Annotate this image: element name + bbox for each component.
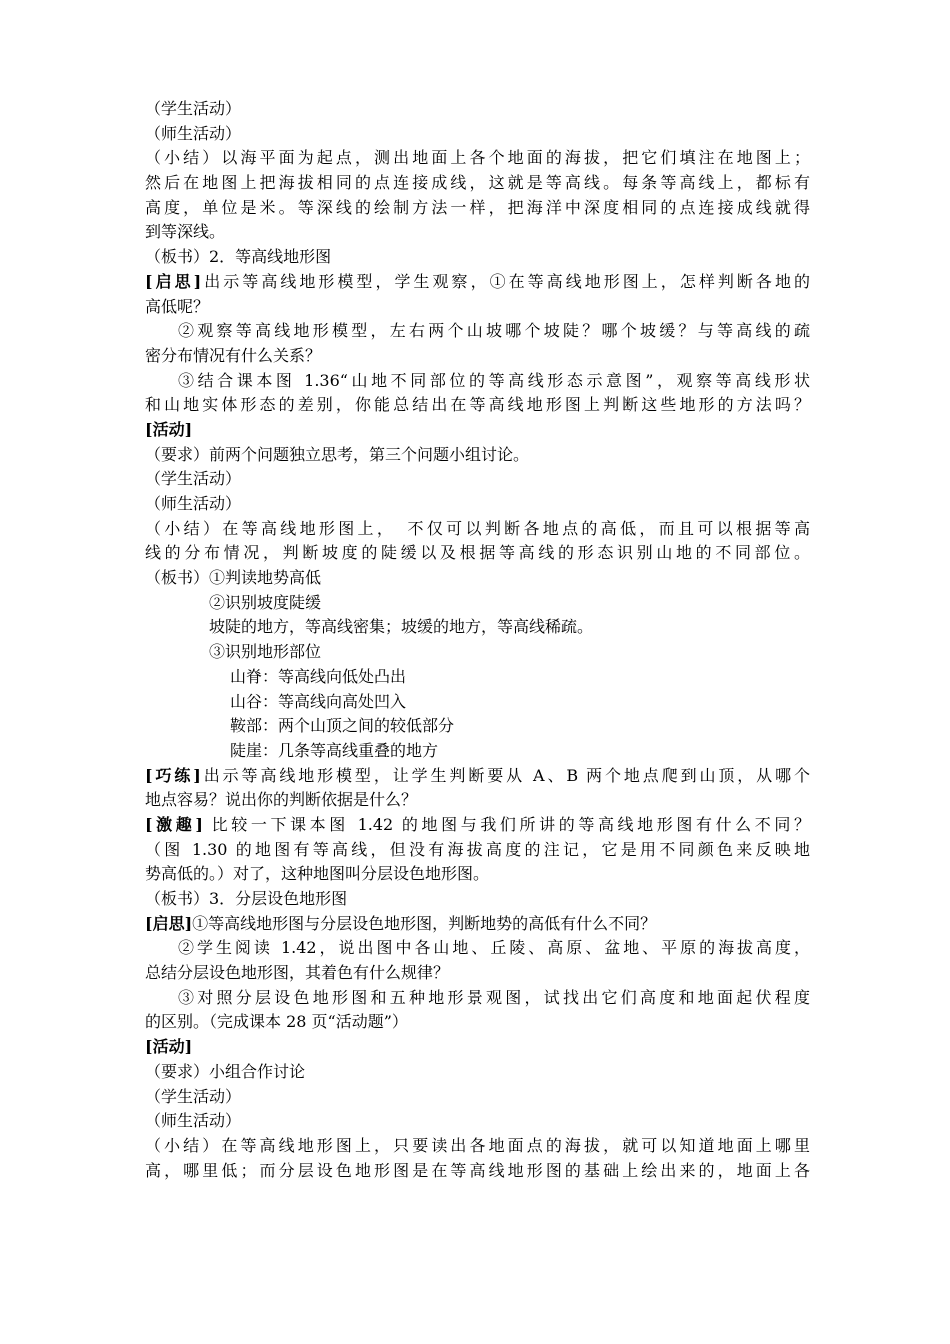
text-line: ②学生阅读 1.42，说出图中各山地、丘陵、高原、盆地、平原的海拔高度， bbox=[178, 938, 810, 958]
text-line: （师生活动） bbox=[145, 123, 242, 143]
text-line: （学生活动） bbox=[145, 99, 242, 118]
text-line: （学生活动） bbox=[145, 1086, 242, 1106]
text-line: 线的分布情况，判断坡度的陡缓以及根据等高线的形态识别山地的不同部位。 bbox=[145, 543, 810, 563]
text-line: 然后在地图上把海拔相同的点连接成线，这就是等高线。每条等高线上，都标有 bbox=[145, 173, 810, 193]
text-line: 地点容易？说出你的判断依据是什么？ bbox=[145, 790, 418, 810]
text-line: 和山地实体形态的差别，你能总结出在等高线地形图上判断这些地形的方法吗？ bbox=[145, 395, 810, 415]
text-line: （师生活动） bbox=[145, 1111, 242, 1131]
text-line: （要求）小组合作讨论 bbox=[145, 1061, 306, 1081]
qiaolian-paragraph bbox=[145, 764, 810, 789]
text-line: 高度，单位是米。等深线的绘制方法一样，把海洋中深度相同的点连接成线就得 bbox=[145, 197, 810, 217]
text-line: 鞍部：两个山顶之间的较低部分 bbox=[230, 716, 455, 736]
huodong-tag: [活动] bbox=[145, 1037, 193, 1057]
text-line: （小结）以海平面为起点，测出地面上各个地面的海拔，把它们填注在地图上； bbox=[145, 148, 810, 168]
text-line: 高，哪里低；而分层设色地形图是在等高线地形图的基础上绘出来的，地面上各 bbox=[145, 1160, 810, 1180]
text-line: （学生活动） bbox=[145, 469, 242, 489]
text-line: 总结分层设色地形图，其着色有什么规律？ bbox=[145, 963, 450, 983]
text-line: （小结）在等高线地形图上，只要读出各地面点的海拔，就可以知道地面上哪里 bbox=[145, 1135, 810, 1155]
text-line: 山谷：等高线向高处凹入 bbox=[230, 691, 407, 711]
text-line: （板书）①判读地势高低 bbox=[145, 568, 322, 588]
qisi-tag: [启思] bbox=[145, 271, 202, 291]
section-heading: （板书）2．等高线地形图 bbox=[145, 247, 332, 267]
text-line: ③对照分层设色地形图和五种地形景观图，试找出它们高度和地面起伏程度 bbox=[178, 987, 810, 1007]
text-line: ③识别地形部位 bbox=[209, 642, 322, 662]
text-line: 密分布情况有什么关系？ bbox=[145, 345, 322, 365]
text-line: ③结合课本图 1.36“山地不同部位的等高线形态示意图”，观察等高线形状 bbox=[178, 370, 810, 390]
text-line: 出示等高线地形模型，让学生判断要从 A、B 两个地点爬到山顶，从哪个 bbox=[200, 765, 810, 785]
qiaolian-tag: [巧练] bbox=[145, 765, 201, 785]
text-line: （图 1.30 的地图有等高线，但没有海拔高度的注记，它是用不同颜色来反映地 bbox=[145, 839, 810, 859]
text-line: （要求）前两个问题独立思考，第三个问题小组讨论。 bbox=[145, 444, 530, 464]
text-line: 到等深线。 bbox=[145, 222, 226, 242]
text-line: ②识别坡度陡缓 bbox=[209, 592, 322, 612]
jiqu-paragraph bbox=[145, 813, 810, 838]
section-heading: （板书）3．分层设色地形图 bbox=[145, 889, 348, 908]
text-line: 势高低的。）对了，这种地图叫分层设色地形图。 bbox=[145, 864, 490, 884]
text-line: 高低呢？ bbox=[145, 296, 210, 316]
text-line: 坡陡的地方，等高线密集；坡缓的地方，等高线稀疏。 bbox=[209, 617, 594, 637]
text-line: （师生活动） bbox=[145, 494, 242, 513]
document-page bbox=[145, 97, 810, 1183]
text-line: 出示等高线地形模型，学生观察，①在等高线地形图上，怎样判断各地的 bbox=[201, 271, 810, 291]
text-line: 比较一下课本图 1.42 的地图与我们所讲的等高线地形图有什么不同？ bbox=[202, 814, 810, 834]
huodong-tag: [活动] bbox=[145, 419, 193, 439]
text-line: ②观察等高线地形模型，左右两个山坡哪个坡陡？哪个坡缓？与等高线的疏 bbox=[178, 321, 810, 341]
text-line: 山脊：等高线向低处凸出 bbox=[230, 666, 407, 686]
qisi-paragraph bbox=[145, 270, 810, 295]
text-line: 陡崖：几条等高线重叠的地方 bbox=[230, 740, 439, 760]
qisi-tag: [启思] bbox=[145, 913, 193, 933]
jiqu-tag: [激趣] bbox=[145, 814, 203, 834]
qisi-paragraph bbox=[145, 912, 810, 937]
text-line: 的区别。（完成课本 28 页“活动题”） bbox=[145, 1012, 408, 1032]
text-line: ①等高线地形图与分层设色地形图，判断地势的高低有什么不同？ bbox=[192, 913, 657, 933]
text-line: （小结）在等高线地形图上， 不仅可以判断各地点的高低，而且可以根据等高 bbox=[145, 518, 810, 538]
